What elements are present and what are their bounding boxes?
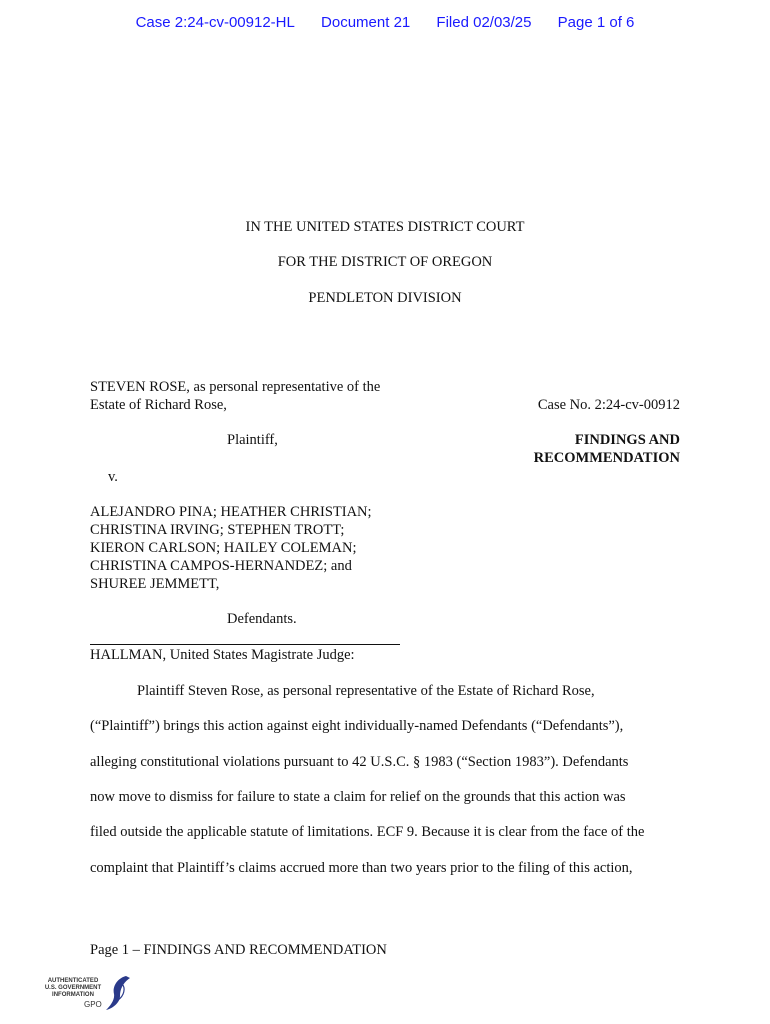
eagle-icon [104, 974, 132, 1014]
page-footer: Page 1 – FINDINGS AND RECOMMENDATION [90, 942, 387, 958]
body-paragraph-line: filed outside the applicable statute of limitations. ECF 9. Because it is clear from the face of the [90, 824, 645, 840]
defendant-line: ALEJANDRO PINA; HEATHER CHRISTIAN; [90, 504, 372, 520]
caption-divider [90, 644, 400, 645]
document-title-line1: FINDINGS AND [574, 432, 680, 448]
filing-header [0, 14, 770, 31]
defendant-line: SHUREE JEMMETT, [90, 576, 220, 592]
gpo-label: GPO [84, 1000, 102, 1009]
header-filed-date: Filed 02/03/25 [436, 14, 532, 31]
court-district: FOR THE DISTRICT OF OREGON [277, 254, 493, 270]
versus: v. [108, 469, 118, 485]
body-paragraph-line: (“Plaintiff”) brings this action against eight individually-named Defendants (“Defendants”), [90, 718, 624, 734]
header-page-count: Page 1 of 6 [557, 14, 635, 31]
defendant-line: KIERON CARLSON; HAILEY COLEMAN; [90, 540, 357, 556]
judge-line: HALLMAN, United States Magistrate Judge: [90, 647, 355, 663]
header-document-number: Document 21 [321, 14, 411, 31]
court-name: IN THE UNITED STATES DISTRICT COURT [245, 219, 525, 235]
case-number: Case No. 2:24-cv-00912 [537, 397, 680, 413]
body-paragraph-line: alleging constitutional violations pursuant to 42 U.S.C. § 1983 (“Section 1983”). Defendants [90, 754, 629, 770]
header-case-number: Case 2:24-cv-00912-HL [135, 14, 295, 31]
body-paragraph-line: Plaintiff Steven Rose, as personal representative of the Estate of Richard Rose, [137, 683, 595, 699]
defendants-role: Defendants. [227, 611, 297, 627]
defendant-line: CHRISTINA CAMPOS-HERNANDEZ; and [90, 558, 352, 574]
gpo-seal-text: AUTHENTICATED U.S. GOVERNMENT INFORMATION [44, 978, 102, 998]
defendant-line: CHRISTINA IRVING; STEPHEN TROTT; [90, 522, 345, 538]
court-division: PENDLETON DIVISION [308, 290, 462, 306]
plaintiff-role: Plaintiff, [227, 432, 278, 448]
plaintiff-name-line2: Estate of Richard Rose, [90, 397, 227, 413]
body-paragraph-line: now move to dismiss for failure to state a claim for relief on the grounds that this action was [90, 789, 626, 805]
gpo-authentication-seal [44, 972, 134, 1016]
plaintiff-name-line1: STEVEN ROSE, as personal representative of the [90, 379, 381, 395]
body-paragraph-line: complaint that Plaintiff’s claims accrued more than two years prior to the filing of this action, [90, 860, 633, 876]
document-title-line2: RECOMMENDATION [533, 450, 680, 466]
